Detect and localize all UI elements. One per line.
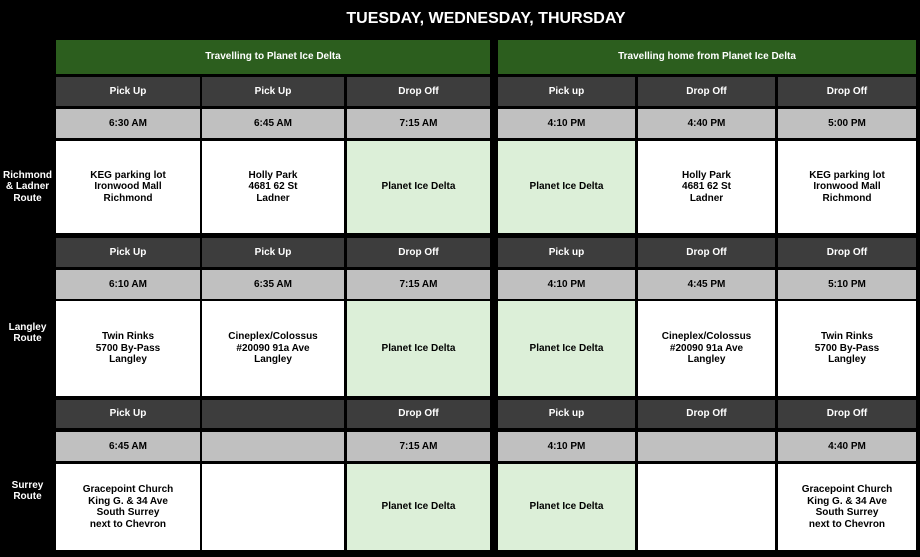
stop-time: 4:10 PM (498, 109, 635, 138)
column-header: Pick Up (56, 238, 200, 267)
column-header: Pick Up (56, 77, 200, 106)
stop-time: 7:15 AM (347, 109, 490, 138)
stop-location (638, 464, 775, 550)
destination-cell: Planet Ice Delta (498, 141, 635, 233)
stop-time: 4:40 PM (638, 109, 775, 138)
stop-location: Gracepoint Church King G. & 34 Ave South Surrey next to Chevron (778, 464, 916, 550)
column-header: Drop Off (638, 400, 775, 428)
destination-cell: Planet Ice Delta (347, 464, 490, 550)
destination-cell: Planet Ice Delta (347, 141, 490, 233)
stop-time: 5:00 PM (778, 109, 916, 138)
stop-time: 4:10 PM (498, 432, 635, 461)
column-header: Pick Up (56, 400, 200, 428)
column-header: Drop Off (778, 400, 916, 428)
stop-location: Holly Park 4681 62 St Ladner (638, 141, 775, 233)
column-header: Drop Off (347, 238, 490, 267)
stop-time: 7:15 AM (347, 270, 490, 299)
column-header: Drop Off (778, 238, 916, 267)
stop-time: 6:45 AM (202, 109, 344, 138)
stop-location: Cineplex/Colossus #20090 91a Ave Langley (638, 301, 775, 396)
route-label: Langley Route (0, 270, 55, 396)
stop-time: 6:30 AM (56, 109, 200, 138)
destination-cell: Planet Ice Delta (347, 301, 490, 396)
column-header: Pick Up (202, 77, 344, 106)
stop-time: 4:45 PM (638, 270, 775, 299)
direction-header-from: Travelling home from Planet Ice Delta (498, 40, 916, 74)
stop-time: 6:45 AM (56, 432, 200, 461)
stop-time: 4:10 PM (498, 270, 635, 299)
column-header: Drop Off (638, 238, 775, 267)
stop-location: Twin Rinks 5700 By-Pass Langley (778, 301, 916, 396)
column-header: Pick up (498, 77, 635, 106)
column-header: Drop Off (347, 77, 490, 106)
stop-location: Cineplex/Colossus #20090 91a Ave Langley (202, 301, 344, 396)
route-label: Surrey Route (0, 432, 55, 550)
stop-time: 7:15 AM (347, 432, 490, 461)
stop-time: 5:10 PM (778, 270, 916, 299)
stop-time (202, 432, 344, 461)
column-header (202, 400, 344, 428)
column-header: Drop Off (778, 77, 916, 106)
stop-time: 6:35 AM (202, 270, 344, 299)
stop-location: KEG parking lot Ironwood Mall Richmond (778, 141, 916, 233)
stop-time: 6:10 AM (56, 270, 200, 299)
stop-time (638, 432, 775, 461)
destination-cell: Planet Ice Delta (498, 301, 635, 396)
stop-location (202, 464, 344, 550)
stop-location: Twin Rinks 5700 By-Pass Langley (56, 301, 200, 396)
stop-location: Gracepoint Church King G. & 34 Ave South Surrey next to Chevron (56, 464, 200, 550)
destination-cell: Planet Ice Delta (498, 464, 635, 550)
column-header: Drop Off (347, 400, 490, 428)
stop-time: 4:40 PM (778, 432, 916, 461)
stop-location: Holly Park 4681 62 St Ladner (202, 141, 344, 233)
route-label: Richmond & Ladner Route (0, 141, 55, 233)
direction-header-to: Travelling to Planet Ice Delta (56, 40, 490, 74)
stop-location: KEG parking lot Ironwood Mall Richmond (56, 141, 200, 233)
column-header: Drop Off (638, 77, 775, 106)
column-header: Pick Up (202, 238, 344, 267)
column-header: Pick up (498, 238, 635, 267)
schedule-title: TUESDAY, WEDNESDAY, THURSDAY (56, 2, 916, 37)
column-header: Pick up (498, 400, 635, 428)
